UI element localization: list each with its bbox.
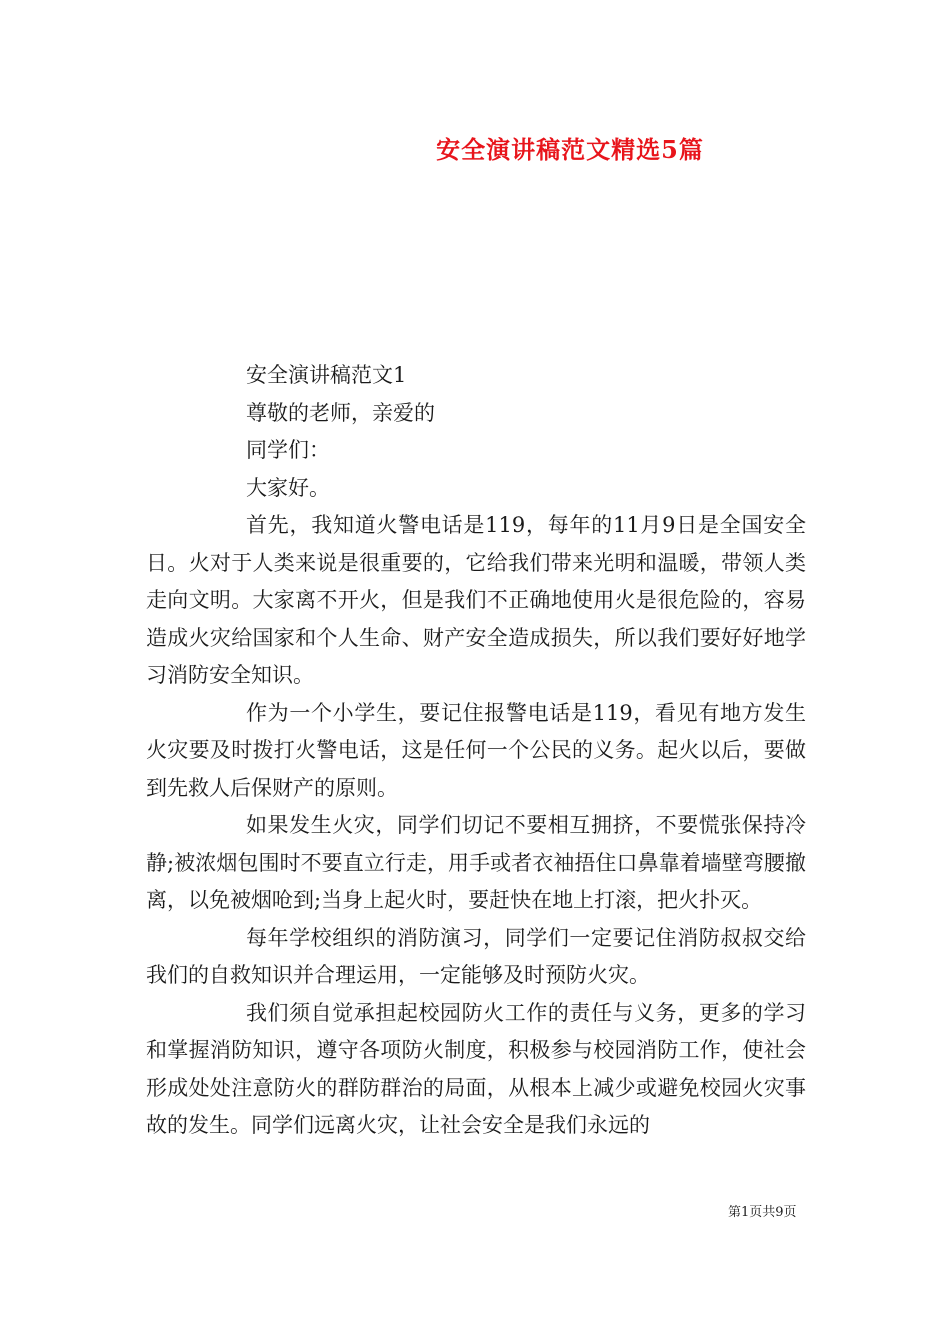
body-paragraph: 如果发生火灾，同学们切记不要相互拥挤，不要慌张保持冷静;被浓烟包围时不要直立行走，用手或者衣袖捂住口鼻靠着墙壁弯腰撤离，以免被烟呛到;当身上起火时，要赶快在地上打滚，把火扑灭。	[146, 813, 806, 912]
section-heading: 安全演讲稿范文1	[246, 363, 407, 387]
document-body	[146, 357, 806, 1145]
body-paragraph: 每年学校组织的消防演习，同学们一定要记住消防叔叔交给我们的自救知识并合理运用，一定能够及时预防火灾。	[146, 925, 806, 987]
body-paragraph: 首先，我知道火警电话是119，每年的11月9日是全国安全日。火对于人类来说是很重要的，它给我们带来光明和温暖，带领人类走向文明。大家离不开火，但是我们不正确地使用火是很危险的，容易造成火灾给国家和个人生命、财产安全造成损失，所以我们要好好地学习消防安全知识。	[146, 513, 806, 687]
document-title: 安全演讲稿范文精选5篇	[436, 135, 704, 164]
body-paragraph: 作为一个小学生，要记住报警电话是119，看见有地方发生火灾要及时拨打火警电话，这是任何一个公民的义务。起火以后，要做到先救人后保财产的原则。	[146, 700, 806, 800]
greeting-line: 尊敬的老师，亲爱的	[246, 400, 435, 425]
body-paragraph: 我们须自觉承担起校园防火工作的责任与义务，更多的学习和掌握消防知识，遵守各项防火制度，积极参与校园消防工作，使社会形成处处注意防火的群防群治的局面，从根本上减少或避免校园火灾事故的发生。同学们远离火灾，让社会安全是我们永远的	[146, 1000, 806, 1137]
greeting-line: 同学们：	[246, 438, 330, 462]
greeting-line: 大家好。	[246, 475, 330, 500]
page-number-footer: 第1页共9页	[728, 1205, 797, 1220]
